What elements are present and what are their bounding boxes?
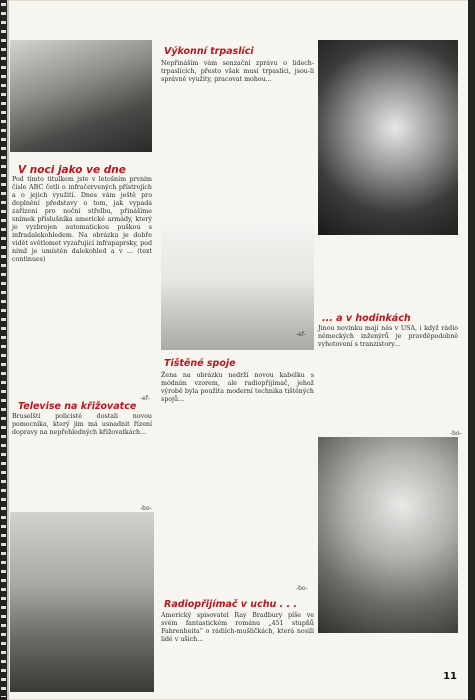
article-tele: Bruselští policisté dostali novou pomocníka, který jim má usnadnit řízení dopravy na nepřehledných křižovatkách... bbox=[12, 413, 152, 436]
left-film-strip bbox=[0, 0, 7, 700]
end-vykon: -ef- bbox=[296, 331, 306, 338]
article-noc: Pod tímto titulkem jste v letošním prvním čísle ABC četli o infračervených přístrojích a o jejich využití. Dnes vám ještě pro doplnění představy o tom, jak vypadá zařízení pro noční střelbu, přinášíme snímek příslušníka americké armády, který je vyzbrojen automatickou puškou s infradalekohledem. Na obrázku je dobře vidět světlomet vyzařující infrapaprsky, pod nímž je umístěn dalekohled a v ... (text continues) bbox=[12, 176, 152, 263]
page-number: 11 bbox=[443, 671, 457, 682]
end-noc: -ef- bbox=[140, 395, 150, 402]
police-photo bbox=[10, 512, 154, 692]
headline-tele: Televise na křižovatce bbox=[18, 401, 137, 412]
right-film-strip bbox=[468, 0, 475, 700]
article-vykon: Nepřináším vám senzační zprávu o lidech-trpaslících, přesto však musí trpaslíci, jsou-li správně využity, pracovat mohou... bbox=[161, 60, 314, 83]
soldier-photo bbox=[10, 40, 152, 152]
headline-vykon: Výkonní trpaslíci bbox=[164, 46, 254, 57]
end-tele: -bo- bbox=[140, 505, 152, 512]
article-tiset: Žena na obrázku nedrží novou kabelku s módním vzorem, ale radiopřijímač, jehož výrobě byla použita moderní technika tištěných spojů... bbox=[161, 372, 314, 403]
left-page-rule bbox=[7, 0, 9, 700]
hand-photo bbox=[318, 40, 458, 235]
transistor-photo bbox=[161, 222, 314, 350]
headline-noc: V noci jako ve dne bbox=[18, 164, 126, 176]
headline-tiset: Tištěné spoje bbox=[164, 358, 236, 369]
article-radio: Americký spisovatel Ray Bradbury píše ve svém fantastickém románu „451 stupňů Fahrenheita“ o rádiích-mušličkách, která nosili lidé v uších... bbox=[161, 612, 314, 643]
headline-radio: Radiopřijímač v uchu . . . bbox=[164, 599, 297, 610]
headline-hodinky: ... a v hodinkách bbox=[322, 313, 411, 324]
woman-photo bbox=[318, 437, 458, 633]
end-tiset: -bo- bbox=[296, 585, 308, 592]
article-hodinky: Jinou novinku mají nás v USA, i když rádio německých inženýrů je pravděpodobně vyhotovení s tranzistory... bbox=[318, 325, 458, 348]
end-hodinky: -bo- bbox=[450, 430, 462, 437]
